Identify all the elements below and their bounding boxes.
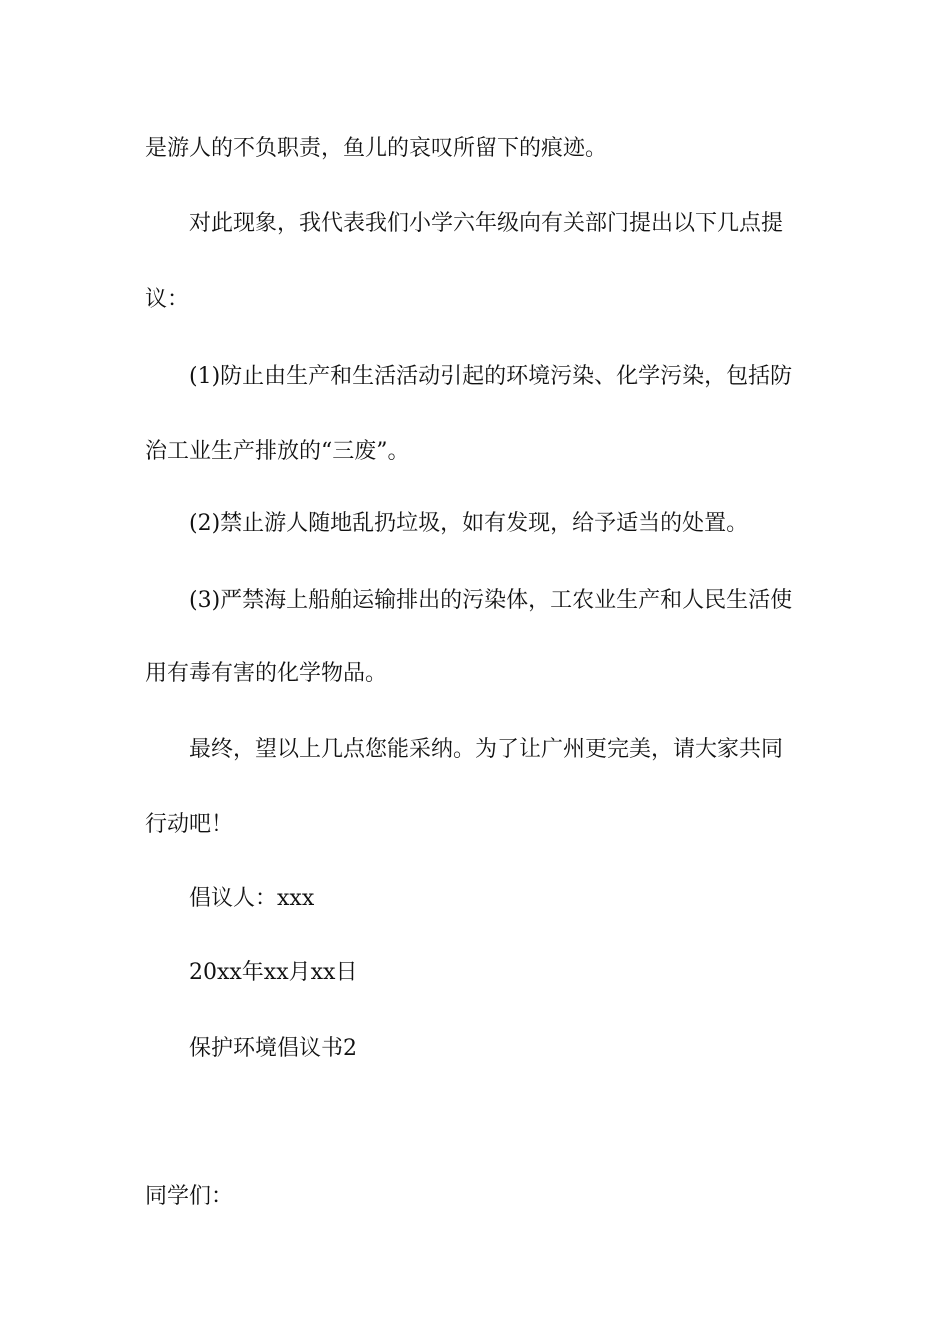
- paragraph-line: 对此现象，我代表我们小学六年级向有关部门提出以下几点提: [189, 211, 784, 236]
- paragraph-line: 最终，望以上几点您能采纳。为了让广州更完美，请大家共同: [189, 737, 784, 762]
- salutation: 同学们：: [145, 1184, 234, 1209]
- proposer-line: 倡议人：xxx: [189, 886, 315, 911]
- paragraph-line: (2)禁止游人随地乱扔垃圾，如有发现，给予适当的处置。: [189, 511, 749, 536]
- section-title: 保护环境倡议书2: [189, 1036, 357, 1061]
- paragraph-line: 议：: [145, 287, 190, 312]
- paragraph-line: 行动吧！: [145, 812, 234, 837]
- paragraph-line: 治工业生产排放的“三废”。: [145, 439, 410, 464]
- date-line: 20xx年xx月xx日: [189, 960, 358, 985]
- paragraph-line: 用有毒有害的化学物品。: [145, 661, 388, 686]
- paragraph-line: (3)严禁海上船舶运输排出的污染体，工农业生产和人民生活使: [189, 588, 793, 613]
- paragraph-line: (1)防止由生产和生活活动引起的环境污染、化学污染，包括防: [189, 364, 793, 389]
- paragraph-line: 是游人的不负职责，鱼儿的哀叹所留下的痕迹。: [145, 136, 608, 161]
